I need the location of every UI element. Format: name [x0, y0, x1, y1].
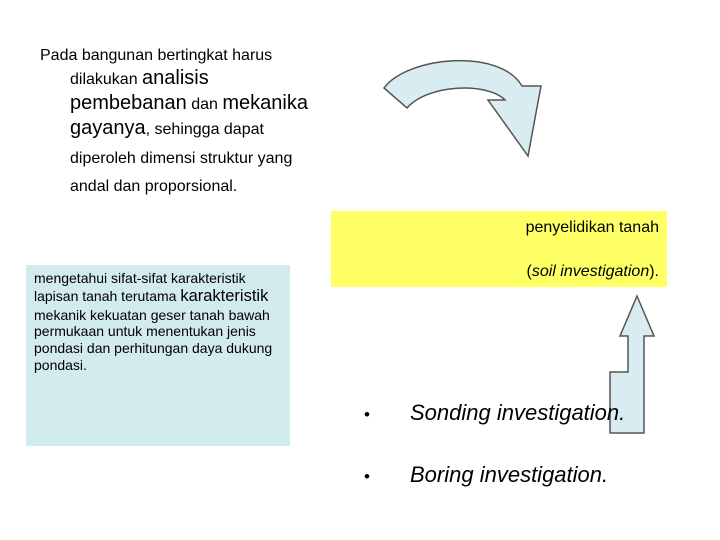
note-part-3: mekanik kekuatan geser tanah bawah permukaan untuk menentukan jenis pondasi dan perhitungan daya dukung pondasi. — [34, 306, 273, 373]
intro-emphasis: pembebanan — [70, 92, 187, 114]
highlight-italic-term: soil investigation — [531, 263, 650, 280]
bullet-icon: • — [364, 467, 370, 486]
intro-line-6: andal dan proporsional. — [70, 178, 238, 195]
intro-text: dan — [186, 96, 223, 113]
intro-emphasis: analisis — [142, 67, 209, 89]
intro-line-5: diperoleh dimensi struktur yang — [70, 150, 293, 167]
intro-text: , sehingga dapat — [145, 121, 264, 138]
highlight-subtitle — [331, 263, 659, 281]
paren-close: ). — [649, 263, 659, 280]
intro-line-1: Pada bangunan bertingkat harus — [40, 47, 273, 64]
intro-emphasis: mekanika — [222, 92, 308, 114]
intro-text: dilakukan — [70, 71, 143, 88]
list-item-boring: Boring investigation. — [410, 462, 609, 487]
paren-open: ( — [526, 263, 532, 280]
highlight-title: penyelidikan tanah — [525, 219, 659, 236]
intro-emphasis: gayanya — [70, 117, 146, 139]
bullet-icon: • — [364, 405, 370, 424]
note-part-1: mengetahui sifat-sifat karakteristik lapisan tanah terutama — [34, 270, 246, 304]
note-text — [34, 270, 286, 374]
list-item-sonding: Sonding investigation. — [410, 400, 626, 425]
curved-down-arrow-icon — [384, 61, 541, 156]
note-emphasis: karakteristik — [180, 286, 269, 305]
